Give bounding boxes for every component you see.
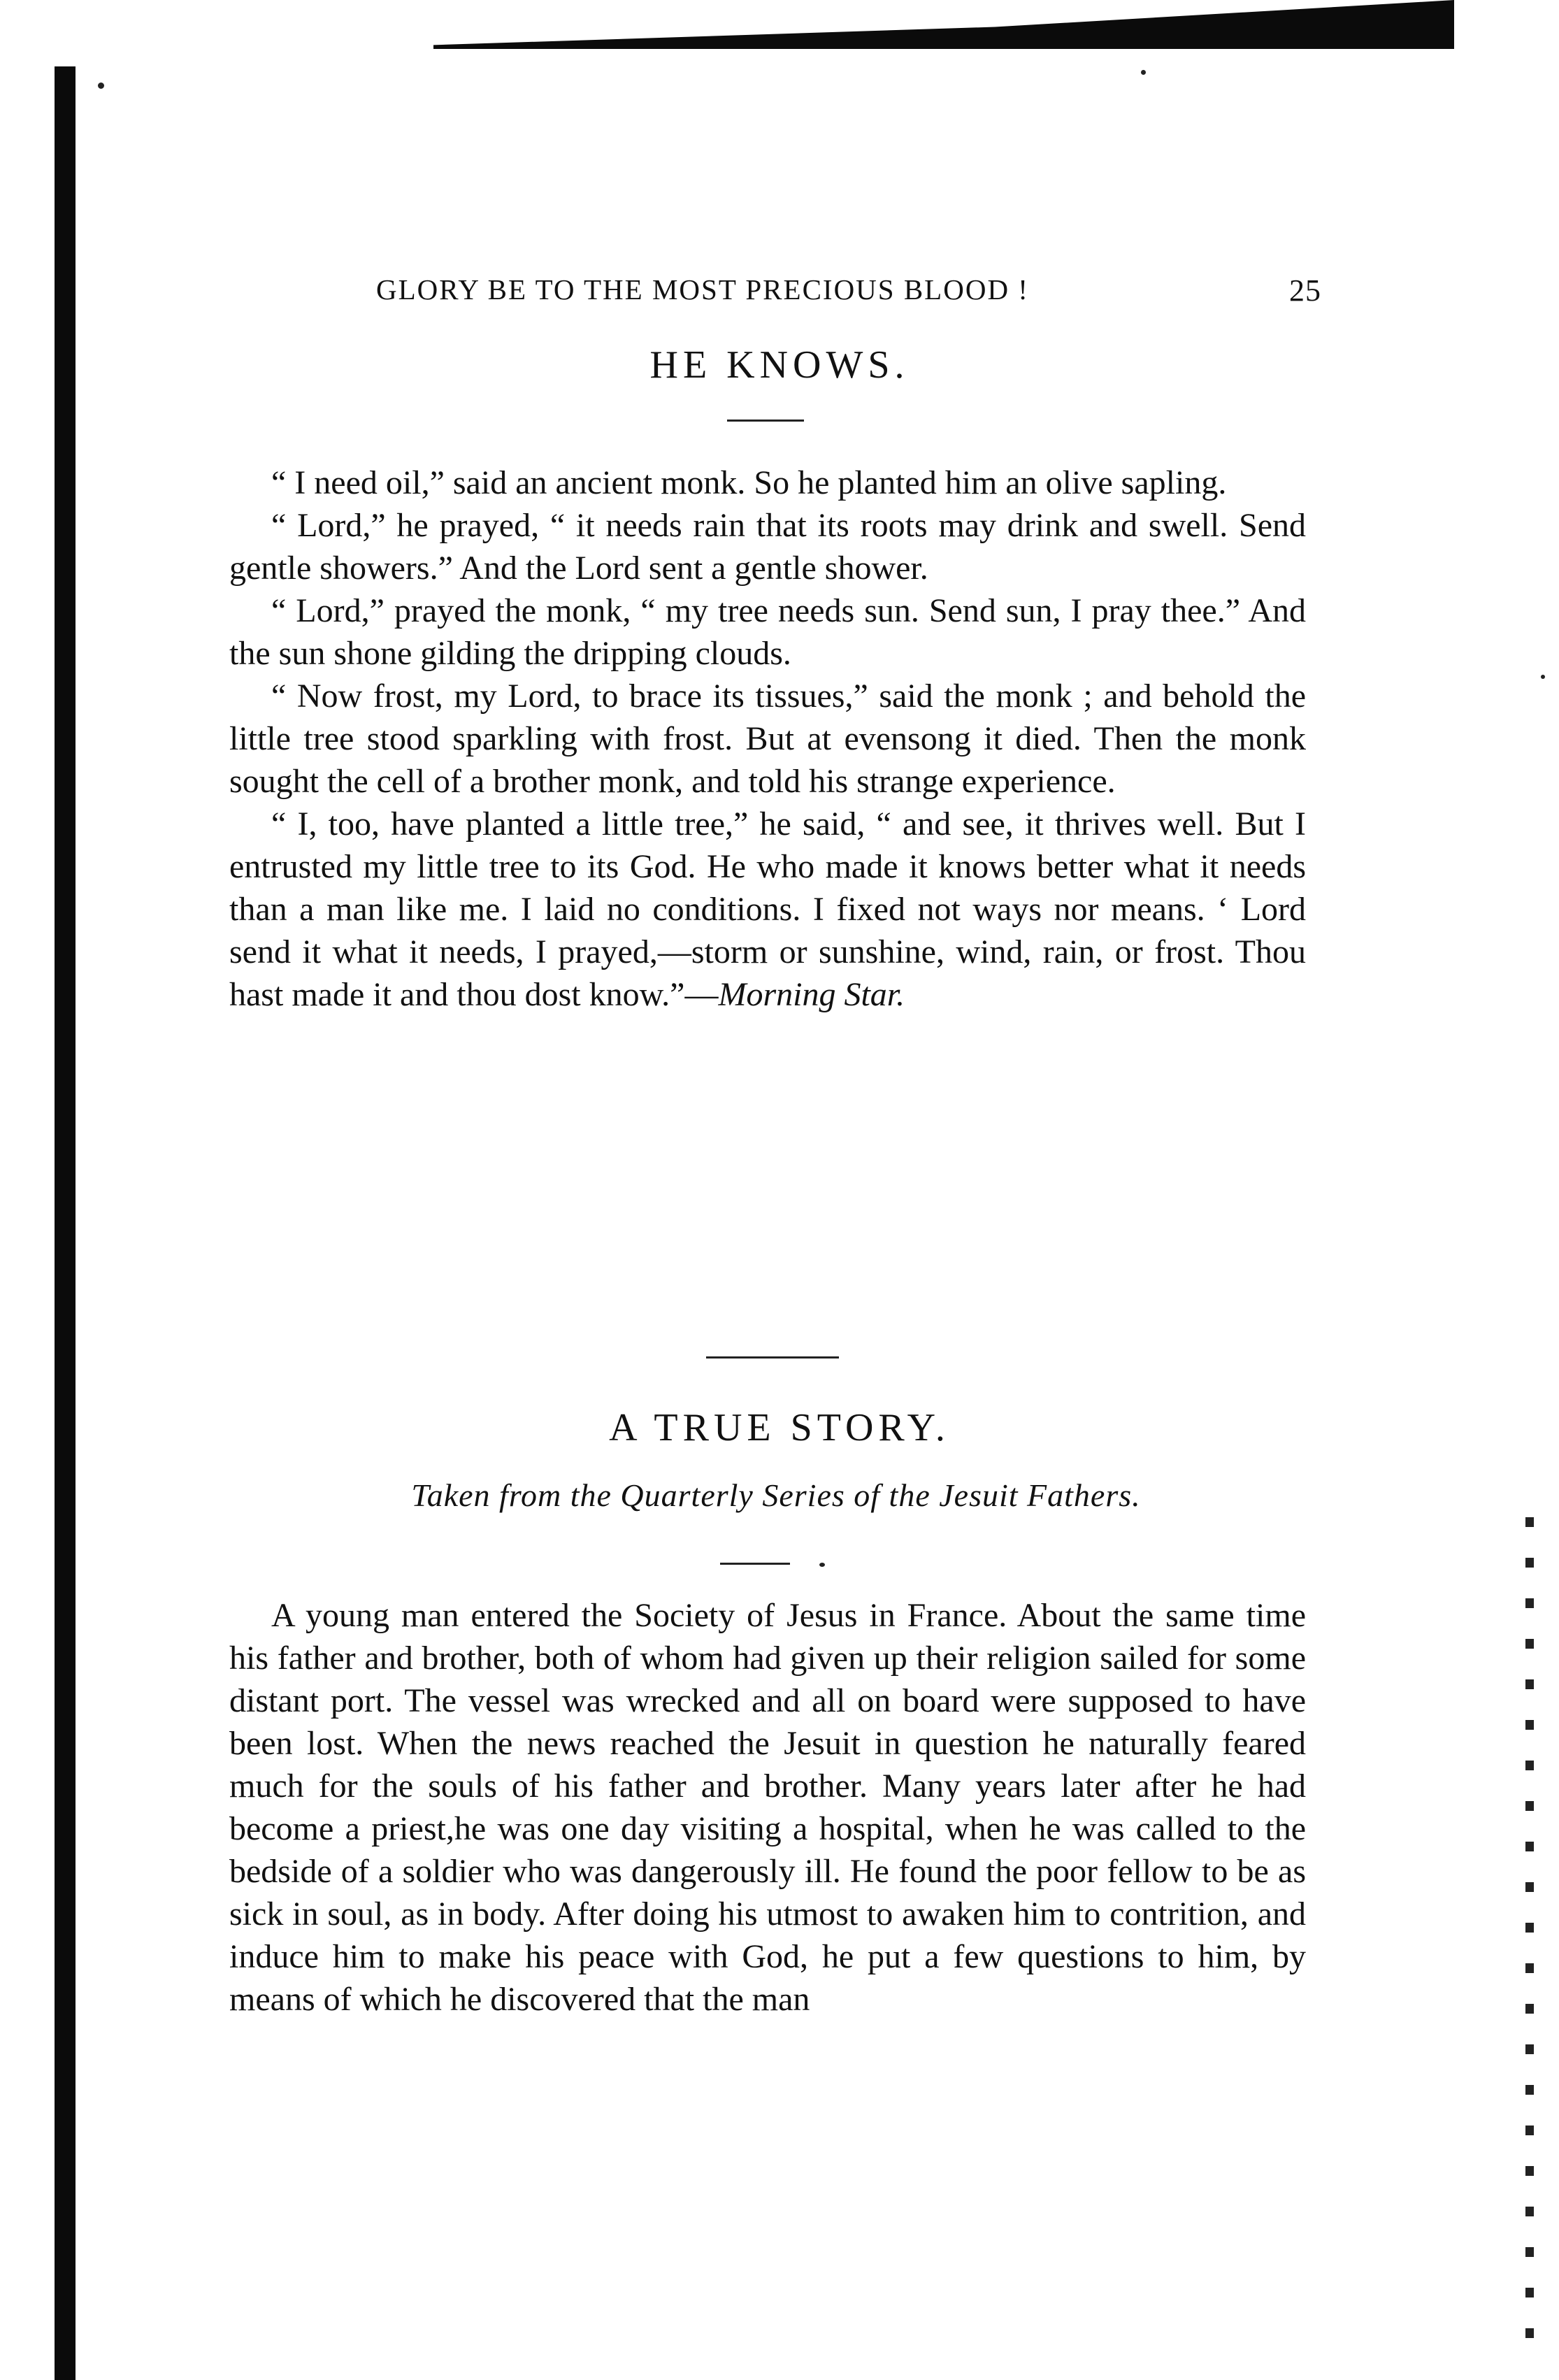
scan-speck bbox=[819, 1563, 825, 1567]
section-title-a-true-story: A TRUE STORY. bbox=[609, 1406, 950, 1449]
source-citation: Morning Star. bbox=[718, 976, 905, 1013]
running-title: GLORY BE TO THE MOST PRECIOUS BLOOD ! bbox=[376, 273, 1029, 306]
divider bbox=[727, 420, 804, 422]
scan-border-left bbox=[55, 66, 76, 2380]
paragraph: “ Lord,” he prayed, “ it needs rain that its roots may drink and swell. Send gentle showers.” And the Lord sent a gentle shower. bbox=[229, 507, 1306, 587]
scan-speck bbox=[1141, 70, 1146, 75]
section-title-he-knows: HE KNOWS. bbox=[649, 343, 910, 387]
paragraph: “ I need oil,” said an ancient monk. So he planted him an olive sapling. bbox=[271, 464, 1227, 501]
scan-border-top bbox=[433, 0, 1454, 49]
story-subtitle: Taken from the Quarterly Series of the Jesuit Fathers. bbox=[411, 1477, 1141, 1513]
story-true-story-body bbox=[229, 1594, 1306, 2021]
scan-border-right bbox=[1525, 1517, 1534, 2349]
paragraph: “ Lord,” prayed the monk, “ my tree needs sun. Send sun, I pray thee.” And the sun shone gilding the dripping clouds. bbox=[229, 592, 1306, 672]
divider bbox=[720, 1563, 790, 1565]
paragraph-final bbox=[229, 803, 1306, 1016]
divider bbox=[706, 1356, 839, 1359]
paragraph: A young man entered the Society of Jesus in France. About the same time his father and brother, both of whom had given up their religion sailed for some distant port. The vessel was wrecked and all on board were supposed to have been lost. When the news reached the Jesuit in question he naturally feared much for the souls of his father and brother. Many years later after he had become a priest,he was one day visiting a hospital, when he was called to the bedside of a soldier who was dangerously ill. He found the poor fellow to be as sick in soul, as in body. After doing his utmost to awaken him to contrition, and induce him to make his peace with God, he put a few questions to him, by means of which he discovered that the man bbox=[229, 1597, 1306, 2018]
story-he-knows-body bbox=[229, 461, 1306, 1016]
page-number: 25 bbox=[1289, 273, 1321, 308]
paragraph: “ Now frost, my Lord, to brace its tissues,” said the monk ; and behold the little tree stood sparkling with frost. But at evensong it died. Then the monk sought the cell of a brother monk, and told his strange experience. bbox=[229, 678, 1306, 800]
scan-speck bbox=[1541, 675, 1545, 679]
running-header bbox=[376, 273, 1321, 315]
scan-speck bbox=[98, 83, 104, 89]
paragraph-text: “ I, too, have planted a little tree,” he said, “ and see, it thrives well. But I entrusted my little tree to its God. He who made it knows better what it needs than a man like me. I laid no conditions. I fixed not ways nor means. ‘ Lord send it what it needs, I prayed,—storm or sunshine, wind, rain, or frost. Thou hast made it and thou dost know.”— bbox=[229, 805, 1306, 1013]
